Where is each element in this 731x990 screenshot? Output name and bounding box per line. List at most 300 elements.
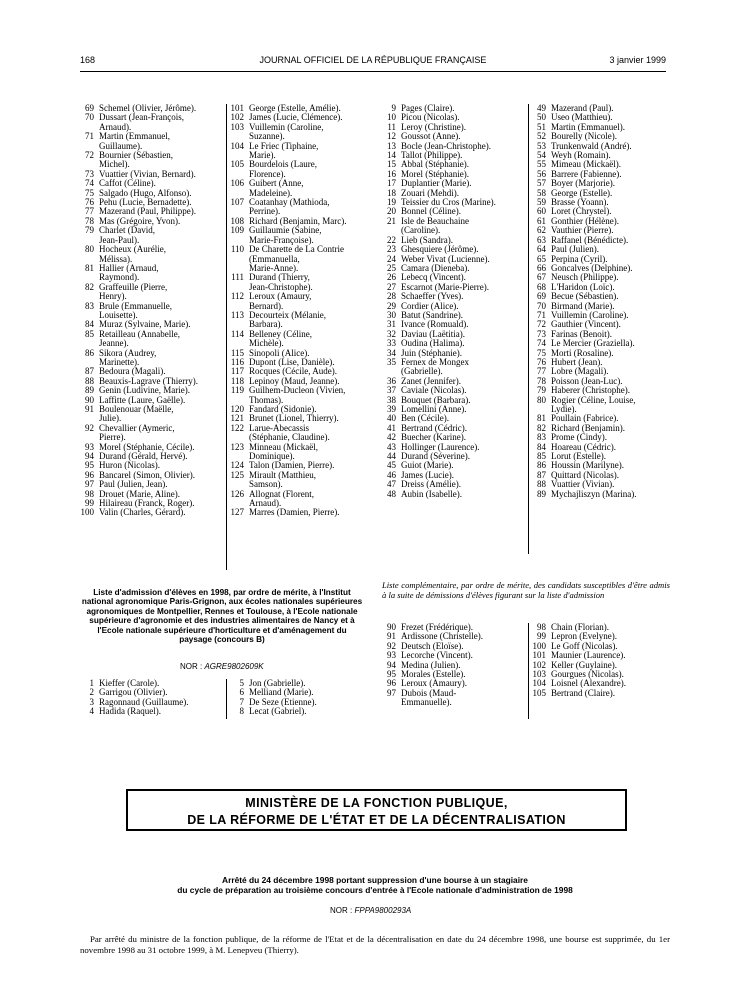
entry-name: Bourdelois (Laure, [249, 159, 317, 170]
entry-name: Birmand (Marie). [551, 300, 615, 311]
entry-rank: 74 [85, 178, 94, 189]
entry-name: Allognat (Florent, [249, 488, 314, 499]
entry-name: Kieffer (Carole). [99, 678, 160, 688]
entry-rank: 78 [85, 215, 94, 226]
entry-rank: 81 [85, 262, 94, 273]
entry-name: Haberer (Christophe). [551, 385, 630, 396]
entry-name: Mazerand (Paul). [551, 103, 614, 113]
entry-name: Boulenouar (Maëlle, [99, 404, 174, 414]
entry-rank: 85 [537, 451, 546, 462]
entry-name: Vuattier (Vivian, Bernard). [99, 168, 196, 179]
entry-name: Chain (Florian). [551, 622, 609, 632]
entry-name: Raymond). [99, 272, 140, 283]
column-divider [528, 623, 529, 719]
entry-name: Jon (Gabrielle). [249, 678, 306, 688]
entry-rank: 49 [537, 103, 546, 113]
entry-name: Hollinger (Laurence). [401, 441, 480, 452]
entry-rank: 20 [387, 206, 396, 217]
entry-name: Zouari (Mehdi). [401, 187, 459, 198]
entry-name: Hilaireau (Franck, Roger). [99, 498, 195, 509]
entry-name: Durand (Gérald, Hervé). [99, 451, 188, 462]
entry-name: Vuillemin (Caroline). [551, 309, 629, 320]
list-entry [80, 707, 220, 716]
entry-rank: 70 [537, 300, 546, 311]
entry-name: Marie-Françoise). [249, 234, 314, 245]
entry-name: Trunkenwald (André). [551, 140, 632, 151]
list1-column-4 [532, 104, 672, 499]
entry-name: Lebecq (Vincent). [401, 272, 466, 283]
entry-name: Sinopoli (Alice). [249, 347, 310, 358]
entry-name: Frezet (Frédérique). [401, 622, 473, 632]
entry-rank: 38 [387, 394, 396, 405]
entry-rank: 83 [537, 432, 546, 443]
entry-name: (Caroline). [401, 225, 441, 236]
entry-name: Morales (Estelle). [401, 669, 466, 680]
entry-name: Neusch (Philippe). [551, 272, 619, 283]
entry-name: Ardissone (Christelle). [401, 631, 483, 642]
entry-rank: 83 [85, 300, 94, 311]
entry-rank: 84 [537, 441, 546, 452]
entry-name: Bertrand (Claire). [551, 687, 615, 698]
nor-reference [180, 662, 264, 671]
entry-rank: 119 [230, 385, 244, 396]
entry-name: Morti (Rosaline). [551, 347, 614, 358]
entry-rank: 95 [85, 460, 94, 471]
entry-name: Vauthier (Pierre). [551, 225, 614, 236]
nor-code: AGRE9802609K [204, 662, 264, 671]
entry-name: Lomellini (Anne). [401, 404, 467, 414]
entry-name: Decourteix (Mélanie, [249, 309, 326, 320]
entry-name: Jeanne). [99, 338, 129, 349]
entry-rank: 101 [230, 103, 244, 113]
entry-rank: 65 [537, 253, 546, 264]
entry-name: Daviau (Laëtitia). [401, 328, 465, 339]
entry-rank: 36 [387, 375, 396, 386]
entry-name: Leroux (Amaury). [401, 678, 467, 689]
entry-name: Marres (Damien, Pierre). [249, 507, 340, 518]
entry-rank: 88 [537, 479, 546, 490]
decree-title-line-1: Arrêté du 24 décembre 1998 portant suppression d'une bourse à un stagiaire [222, 875, 528, 885]
header-rule [80, 71, 666, 72]
entry-rank: 10 [387, 112, 396, 123]
entry-name: Garrigou (Olivier). [99, 687, 168, 698]
entry-rank: 40 [387, 413, 396, 424]
entry-name: Mimeau (Mickaël). [551, 159, 621, 170]
entry-rank: 69 [537, 291, 546, 302]
entry-name: Durand (Séverine). [401, 451, 470, 462]
entry-name: Sikora (Audrey, [99, 347, 157, 358]
entry-name: Zanet (Jennifer). [401, 375, 461, 386]
entry-name: Richard (Benjamin, Marc). [249, 215, 347, 226]
entry-rank: 100 [532, 640, 546, 651]
entry-rank: 71 [85, 131, 94, 142]
entry-rank: 81 [537, 413, 546, 424]
entry-rank: 122 [230, 422, 244, 433]
entry-rank: 18 [387, 187, 396, 198]
entry-rank: 90 [85, 394, 94, 405]
entry-rank: 74 [537, 338, 546, 349]
admission-list-heading: Liste d'admission d'élèves en 1998, par ordre de mérite, à l'Institut national agronomique Paris-Grignon, aux écoles nationales supérieures agronomiques de Montpellier, Rennes et Toulouse, à l'Ecole nationale supérieure d'agronomie et des industries alimentaires de Nancy et à l'Ecole nationale supérieure d'horticulture et d'aménagement du paysage (concours B) [81, 588, 363, 645]
decree-nor-reference [330, 906, 411, 915]
entry-rank: 94 [387, 659, 396, 670]
entry-rank: 76 [85, 197, 94, 208]
entry-name: Morel (Stéphanie). [401, 168, 469, 179]
entry-name: Mélissa). [99, 253, 133, 264]
entry-name: Mychajliszyn (Marina). [551, 488, 637, 499]
entry-name: Boyer (Marjorie). [551, 178, 615, 189]
entry-name: Le Mercier (Graziella). [551, 338, 635, 349]
entry-name: Marie). [249, 150, 276, 161]
entry-rank: 25 [387, 262, 396, 273]
entry-rank: 86 [537, 460, 546, 471]
decree-title [80, 875, 670, 895]
entry-rank: 104 [532, 678, 546, 689]
entry-rank: 72 [537, 319, 546, 330]
entry-rank: 79 [85, 225, 94, 236]
entry-rank: 62 [537, 225, 546, 236]
entry-name: Schaeffer (Yves). [401, 291, 464, 302]
entry-name: Buecher (Karine). [401, 432, 466, 443]
entry-name: George (Estelle, Amélie). [249, 103, 341, 113]
entry-rank: 9 [391, 103, 396, 113]
entry-rank: 28 [387, 291, 396, 302]
entry-name: Salgado (Hugo, Alfonso). [99, 187, 192, 198]
entry-rank: 59 [537, 197, 546, 208]
entry-rank: 116 [230, 356, 244, 367]
entry-name: Lepinoy (Maud, Jeanne). [249, 375, 340, 386]
entry-rank: 44 [387, 451, 396, 462]
decree-paragraph: Par arrêté du ministre de la fonction publique, de la réforme de l'Etat et de la décentralisation en date du 24 décembre 1998, une bourse est supprimée, du 1er novembre 1998 au 31 octobre 1999, à M. Lenepveu (Thierry). [80, 934, 670, 955]
entry-rank: 117 [230, 366, 244, 377]
entry-name: Picou (Nicolas). [401, 112, 460, 123]
entry-name: Deutsch (Eloïse). [401, 640, 464, 651]
entry-rank: 14 [387, 150, 396, 161]
list1-column-3 [382, 104, 522, 499]
entry-name: Paul (Julien, Jean). [99, 479, 168, 490]
entry-name: Weyh (Romain). [551, 150, 611, 161]
entry-name: Arnaud). [249, 498, 282, 509]
entry-rank: 6 [239, 687, 244, 698]
entry-rank: 2 [89, 687, 94, 698]
entry-rank: 29 [387, 300, 396, 311]
entry-name: Lecorche (Vincent). [401, 650, 473, 661]
entry-rank: 78 [537, 375, 546, 386]
entry-rank: 11 [387, 121, 396, 132]
entry-rank: 72 [85, 150, 94, 161]
entry-name: Lepron (Evelyne). [551, 631, 617, 642]
entry-rank: 96 [387, 678, 396, 689]
entry-name: Madeleine). [249, 187, 293, 198]
entry-name: Tallot (Philippe). [401, 150, 463, 161]
entry-rank: 58 [537, 187, 546, 198]
entry-rank: 124 [230, 460, 244, 471]
list-entry [382, 698, 522, 707]
list-entry [382, 490, 522, 499]
entry-name: Melliand (Marie). [249, 687, 314, 698]
entry-name: Hubert (Jean). [551, 356, 603, 367]
entry-rank: 76 [537, 356, 546, 367]
entry-rank: 55 [537, 159, 546, 170]
entry-rank: 99 [85, 498, 94, 509]
entry-name: Poisson (Jean-Luc). [551, 375, 623, 386]
journal-title: JOURNAL OFFICIEL DE LA RÉPUBLIQUE FRANÇAISE [259, 55, 487, 65]
entry-rank: 13 [387, 140, 396, 151]
entry-rank: 24 [387, 253, 396, 264]
entry-rank: 63 [537, 234, 546, 245]
entry-rank: 90 [387, 622, 396, 632]
entry-name: Bournier (Sébastien, [99, 150, 173, 161]
list-entry [80, 508, 225, 517]
list-entry [532, 689, 672, 698]
entry-name: Fernex de Mongex [401, 356, 469, 367]
entry-name: Morel (Stéphanie, Cécile). [99, 441, 195, 452]
entry-rank: 50 [537, 112, 546, 123]
entry-name: Dominique). [249, 451, 295, 462]
entry-rank: 105 [230, 159, 244, 170]
entry-name: James (Lucie). [401, 469, 454, 480]
entry-name: Aubin (Isabelle). [401, 488, 462, 499]
entry-name: Mazerand (Paul, Philippe). [99, 206, 196, 217]
entry-rank: 93 [387, 650, 396, 661]
entry-rank: 73 [85, 168, 94, 179]
entry-rank: 106 [230, 178, 244, 189]
entry-rank: 110 [230, 244, 244, 255]
entry-name: De Charette de La Contrie [249, 244, 344, 255]
entry-name: Bonnel (Céline). [401, 206, 461, 217]
entry-name: Minneau (Mickaël, [249, 441, 318, 452]
entry-rank: 93 [85, 441, 94, 452]
entry-name: De Seze (Etienne). [249, 696, 317, 707]
entry-rank: 43 [387, 441, 396, 452]
entry-rank: 77 [85, 206, 94, 217]
entry-name: Huron (Nicolas). [99, 460, 160, 471]
entry-name: Drouet (Marie, Aline). [99, 488, 180, 499]
complementary-column-2 [532, 623, 672, 698]
page-header [80, 55, 666, 69]
entry-name: Rocques (Cécile, Aude). [249, 366, 337, 377]
entry-rank: 92 [85, 422, 94, 433]
entry-name: Juin (Stéphanie). [401, 347, 462, 358]
entry-name: Pierre). [99, 432, 126, 443]
entry-name: Guillaume). [99, 140, 143, 151]
entry-rank: 32 [387, 328, 396, 339]
entry-rank: 87 [85, 366, 94, 377]
entry-name: Beauxis-Lagrave (Thierry). [99, 375, 198, 386]
entry-rank: 4 [89, 706, 94, 717]
entry-name: Hallier (Arnaud, [99, 262, 159, 273]
entry-rank: 91 [85, 404, 94, 414]
entry-rank: 61 [537, 215, 546, 226]
entry-name: Maunier (Laurence). [551, 650, 626, 661]
entry-rank: 51 [537, 121, 546, 132]
entry-rank: 97 [85, 479, 94, 490]
column-divider [528, 104, 529, 554]
list-entry [532, 490, 672, 499]
entry-rank: 37 [387, 385, 396, 396]
entry-rank: 22 [387, 234, 396, 245]
entry-rank: 41 [387, 422, 396, 433]
admission-column-2 [230, 679, 370, 717]
entry-rank: 27 [387, 281, 396, 292]
entry-name: Becue (Sébastien). [551, 291, 619, 302]
entry-name: Lorut (Estelle). [551, 451, 606, 462]
entry-rank: 39 [387, 404, 396, 414]
entry-name: Suzanne). [249, 131, 285, 142]
entry-name: Duplantier (Marie). [401, 178, 472, 189]
entry-rank: 100 [80, 507, 94, 518]
entry-rank: 121 [230, 413, 244, 424]
entry-name: Houssin (Marilyne). [551, 460, 624, 471]
ministry-line-2: DE LA RÉFORME DE L'ÉTAT ET DE LA DÉCENTRALISATION [187, 813, 566, 827]
entry-rank: 108 [230, 215, 244, 226]
ministry-banner [126, 789, 627, 831]
column-divider [226, 679, 227, 719]
complementary-list-intro: Liste complémentaire, par ordre de mérite, des candidats susceptibles d'être admis à la suite de démissions d'élèves figurant sur la liste d'admission [382, 580, 670, 600]
entry-name: Samson). [249, 479, 283, 490]
entry-rank: 21 [387, 215, 396, 226]
entry-rank: 54 [537, 150, 546, 161]
entry-name: Schemel (Olivier, Jérôme). [99, 103, 197, 113]
entry-name: (Stéphanie, Claudine). [249, 432, 330, 443]
entry-name: Pehu (Lucie, Bernadette). [99, 197, 192, 208]
entry-name: Fandard (Sidonie). [249, 404, 317, 414]
entry-rank: 5 [239, 678, 244, 688]
entry-name: Poullain (Fabrice). [551, 413, 619, 424]
entry-rank: 92 [387, 640, 396, 651]
entry-rank: 34 [387, 347, 396, 358]
complementary-column-1 [382, 623, 522, 708]
entry-rank: 85 [85, 328, 94, 339]
entry-rank: 84 [85, 319, 94, 330]
entry-rank: 101 [532, 650, 546, 661]
entry-name: Bouquet (Barbara). [401, 394, 471, 405]
entry-name: Leroy (Christine). [401, 121, 466, 132]
entry-name: Dussart (Jean-François, [99, 112, 184, 123]
entry-name: Bedoura (Magali). [99, 366, 166, 377]
entry-name: (Emmanuella, [249, 253, 300, 264]
entry-rank: 80 [85, 244, 94, 255]
entry-name: Lydie). [551, 404, 577, 414]
entry-name: (Gabrielle). [401, 366, 443, 377]
entry-rank: 26 [387, 272, 396, 283]
entry-name: Valin (Charles, Gérard). [99, 507, 186, 518]
entry-name: Belleney (Céline, [249, 328, 312, 339]
entry-name: L'Haridon (Loïc). [551, 281, 615, 292]
entry-rank: 98 [85, 488, 94, 499]
entry-name: Genin (Ludivine, Marie). [99, 385, 190, 396]
entry-rank: 30 [387, 309, 396, 320]
entry-name: Michel). [99, 159, 130, 170]
entry-name: Weber Vivat (Lucienne). [401, 253, 490, 264]
entry-name: Jean-Christophe). [249, 281, 313, 292]
entry-name: Quittard (Nicolas). [551, 469, 619, 480]
entry-name: Paul (Julien). [551, 244, 599, 255]
entry-name: Gauthier (Vincent). [551, 319, 621, 330]
entry-rank: 82 [85, 281, 94, 292]
entry-rank: 98 [537, 622, 546, 632]
entry-rank: 94 [85, 451, 94, 462]
entry-name: Cordier (Alice). [401, 300, 459, 311]
entry-name: Loisnel (Alexandre). [551, 678, 626, 689]
entry-name: Hadida (Raquel). [99, 706, 161, 717]
entry-name: Lieb (Sandra). [401, 234, 453, 245]
list1-column-2 [230, 104, 370, 518]
entry-rank: 88 [85, 375, 94, 386]
entry-rank: 89 [85, 385, 94, 396]
entry-rank: 82 [537, 422, 546, 433]
entry-name: Mas (Grégoire, Yvon). [99, 215, 181, 226]
entry-name: Brunet (Lionel, Thierry). [249, 413, 339, 424]
entry-name: Rogier (Céline, Louise, [551, 394, 636, 405]
list-entry [230, 707, 370, 716]
entry-name: Caffot (Céline). [99, 178, 156, 189]
entry-name: Ivance (Romuald). [401, 319, 469, 330]
entry-name: Charlet (David, [99, 225, 155, 236]
entry-name: Hoareau (Cédric). [551, 441, 616, 452]
entry-name: Bertrand (Cédric). [401, 422, 467, 433]
entry-name: Pages (Claire). [401, 103, 455, 113]
entry-rank: 118 [230, 375, 244, 386]
entry-name: Julie). [99, 413, 122, 424]
entry-name: Camara (Dieneba). [401, 262, 470, 273]
entry-name: Keller (Guylaine). [551, 659, 617, 670]
entry-rank: 96 [85, 469, 94, 480]
entry-rank: 115 [230, 347, 244, 358]
entry-rank: 103 [230, 121, 244, 132]
entry-name: Guilhem-Ducleon (Vivien, [249, 385, 346, 396]
nor-code: FPPA9800293A [354, 906, 412, 915]
entry-rank: 75 [537, 347, 546, 358]
entry-name: Teissier du Cros (Marine). [401, 197, 496, 208]
entry-name: Abbal (Stéphanie). [401, 159, 469, 170]
entry-name: Oudina (Halima). [401, 338, 465, 349]
entry-name: Le Friec (Tiphaine, [249, 140, 319, 151]
entry-name: Durand (Thierry, [249, 272, 310, 283]
entry-rank: 103 [532, 669, 546, 680]
entry-rank: 52 [537, 131, 546, 142]
entry-name: Martin (Emmanuel). [551, 121, 625, 132]
entry-rank: 102 [230, 112, 244, 123]
entry-name: Barbara). [249, 319, 283, 330]
entry-rank: 47 [387, 479, 396, 490]
entry-rank: 105 [532, 687, 546, 698]
entry-name: Ragonnaud (Guillaume). [99, 696, 189, 707]
entry-name: Chevallier (Aymeric, [99, 422, 175, 433]
entry-rank: 42 [387, 432, 396, 443]
entry-name: Goncalves (Delphine). [551, 262, 633, 273]
entry-name: Bernard). [249, 300, 284, 311]
entry-name: Batut (Sandrine). [401, 309, 463, 320]
entry-rank: 35 [387, 356, 396, 367]
entry-name: Brule (Emmanuelle, [99, 300, 172, 311]
entry-rank: 69 [85, 103, 94, 113]
entry-rank: 8 [239, 706, 244, 717]
entry-name: Escarnot (Marie-Pierre). [401, 281, 489, 292]
entry-rank: 17 [387, 178, 396, 189]
entry-rank: 15 [387, 159, 396, 170]
entry-name: Mirault (Matthieu, [249, 469, 316, 480]
entry-rank: 48 [387, 488, 396, 499]
entry-name: Retailleau (Annabelle, [99, 328, 180, 339]
list-entry [230, 508, 370, 517]
entry-rank: 102 [532, 659, 546, 670]
entry-name: Perrine). [249, 206, 281, 217]
entry-name: Lobre (Magali). [551, 366, 609, 377]
page-number: 168 [80, 55, 96, 65]
entry-rank: 86 [85, 347, 94, 358]
entry-rank: 64 [537, 244, 546, 255]
entry-rank: 109 [230, 225, 244, 236]
